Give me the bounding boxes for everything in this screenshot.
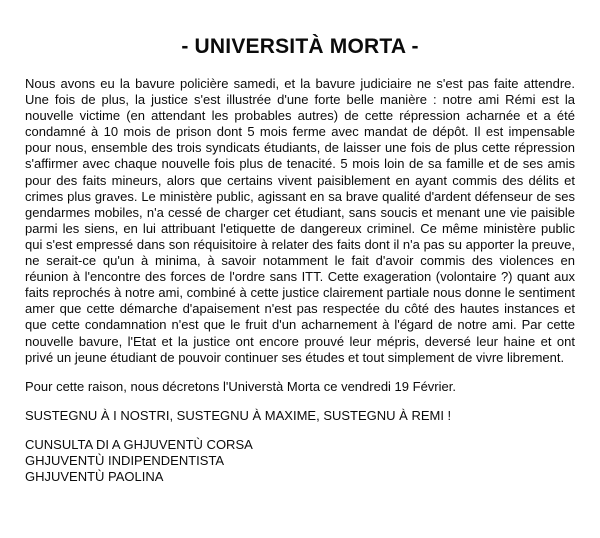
signature-spacer [25, 424, 575, 437]
list-item: GHJUVENTÙ INDIPENDENTISTA [25, 452, 225, 468]
paragraph-spacer [25, 366, 575, 379]
section-spacer [25, 395, 575, 408]
document-body [25, 76, 575, 485]
signatory-list [25, 437, 575, 485]
list-item: GHJUVENTÙ PAOLINA [25, 469, 164, 485]
decree-line: Pour cette raison, nous décretons l'Universtà Morta ce vendredi 19 Février. [25, 378, 456, 394]
list-item: CUNSULTA DI A GHJUVENTÙ CORSA [25, 436, 253, 452]
page-title: - UNIVERSITÀ MORTA - [181, 35, 419, 59]
slogan-line: SUSTEGNU À I NOSTRI, SUSTEGNU À MAXIME, SUSTEGNU À REMI ! [25, 407, 452, 423]
main-paragraph: Nous avons eu la bavure policière samedi, et la bavure judiciaire ne s'est pas faite attendre. Une fois de plus, la justice s'est illustrée d'une forte belle manière : notre ami Rémi est la nouvelle victime (en attendant les probables autres) de cette répression acharnée et a été condamné à 10 mois de prison dont 5 mois ferme avec mandat de dépôt. Il est impensable pour nous, ensemble des trois syndicats étudiants, de laisser une fois de plus cette répression s'affirmer avec chaque nouvelle fois plus de tenacité. 5 mois loin de sa famille et de ses amis pour des faits mineurs, alors que certains vivent paisiblement en ayant commis des délits et crimes plus graves. Le ministère public, agissant en sa brave qualité d'ardent défenseur de ses gendarmes mobiles, n'a cessé de charger cet étudiant, sans soucis et menant une vie paisible parmi les siens, en lui attribuant l'etiquette de dangereux criminel. Ce même ministère public qui s'est empressé dans son réquisitoire à relater des faits dont il n'a pas su apporter la preuve, ne serait-ce qu'un à minima, à savoir notamment le fait d'avoir commis des violences en réunion à l'encontre des forces de l'ordre sans ITT. Cette exageration (volontaire ?) quant aux faits reprochés à notre ami, combiné à cette justice clairement partiale nous donne le sentiment amer que cette démarche d'apaisement n'est pas respectée du côté des hautes instances et que cette condamnation n'est que le fruit d'un acharnement à l'égard de notre ami. Par cette nouvelle bavure, l'Etat et la justice ont encore prouvé leur mépris, deversé leur haine et ont privé un jeune étudiant de pouvoir continuer ses études et tout simplement de vivre librement. [25, 76, 575, 365]
